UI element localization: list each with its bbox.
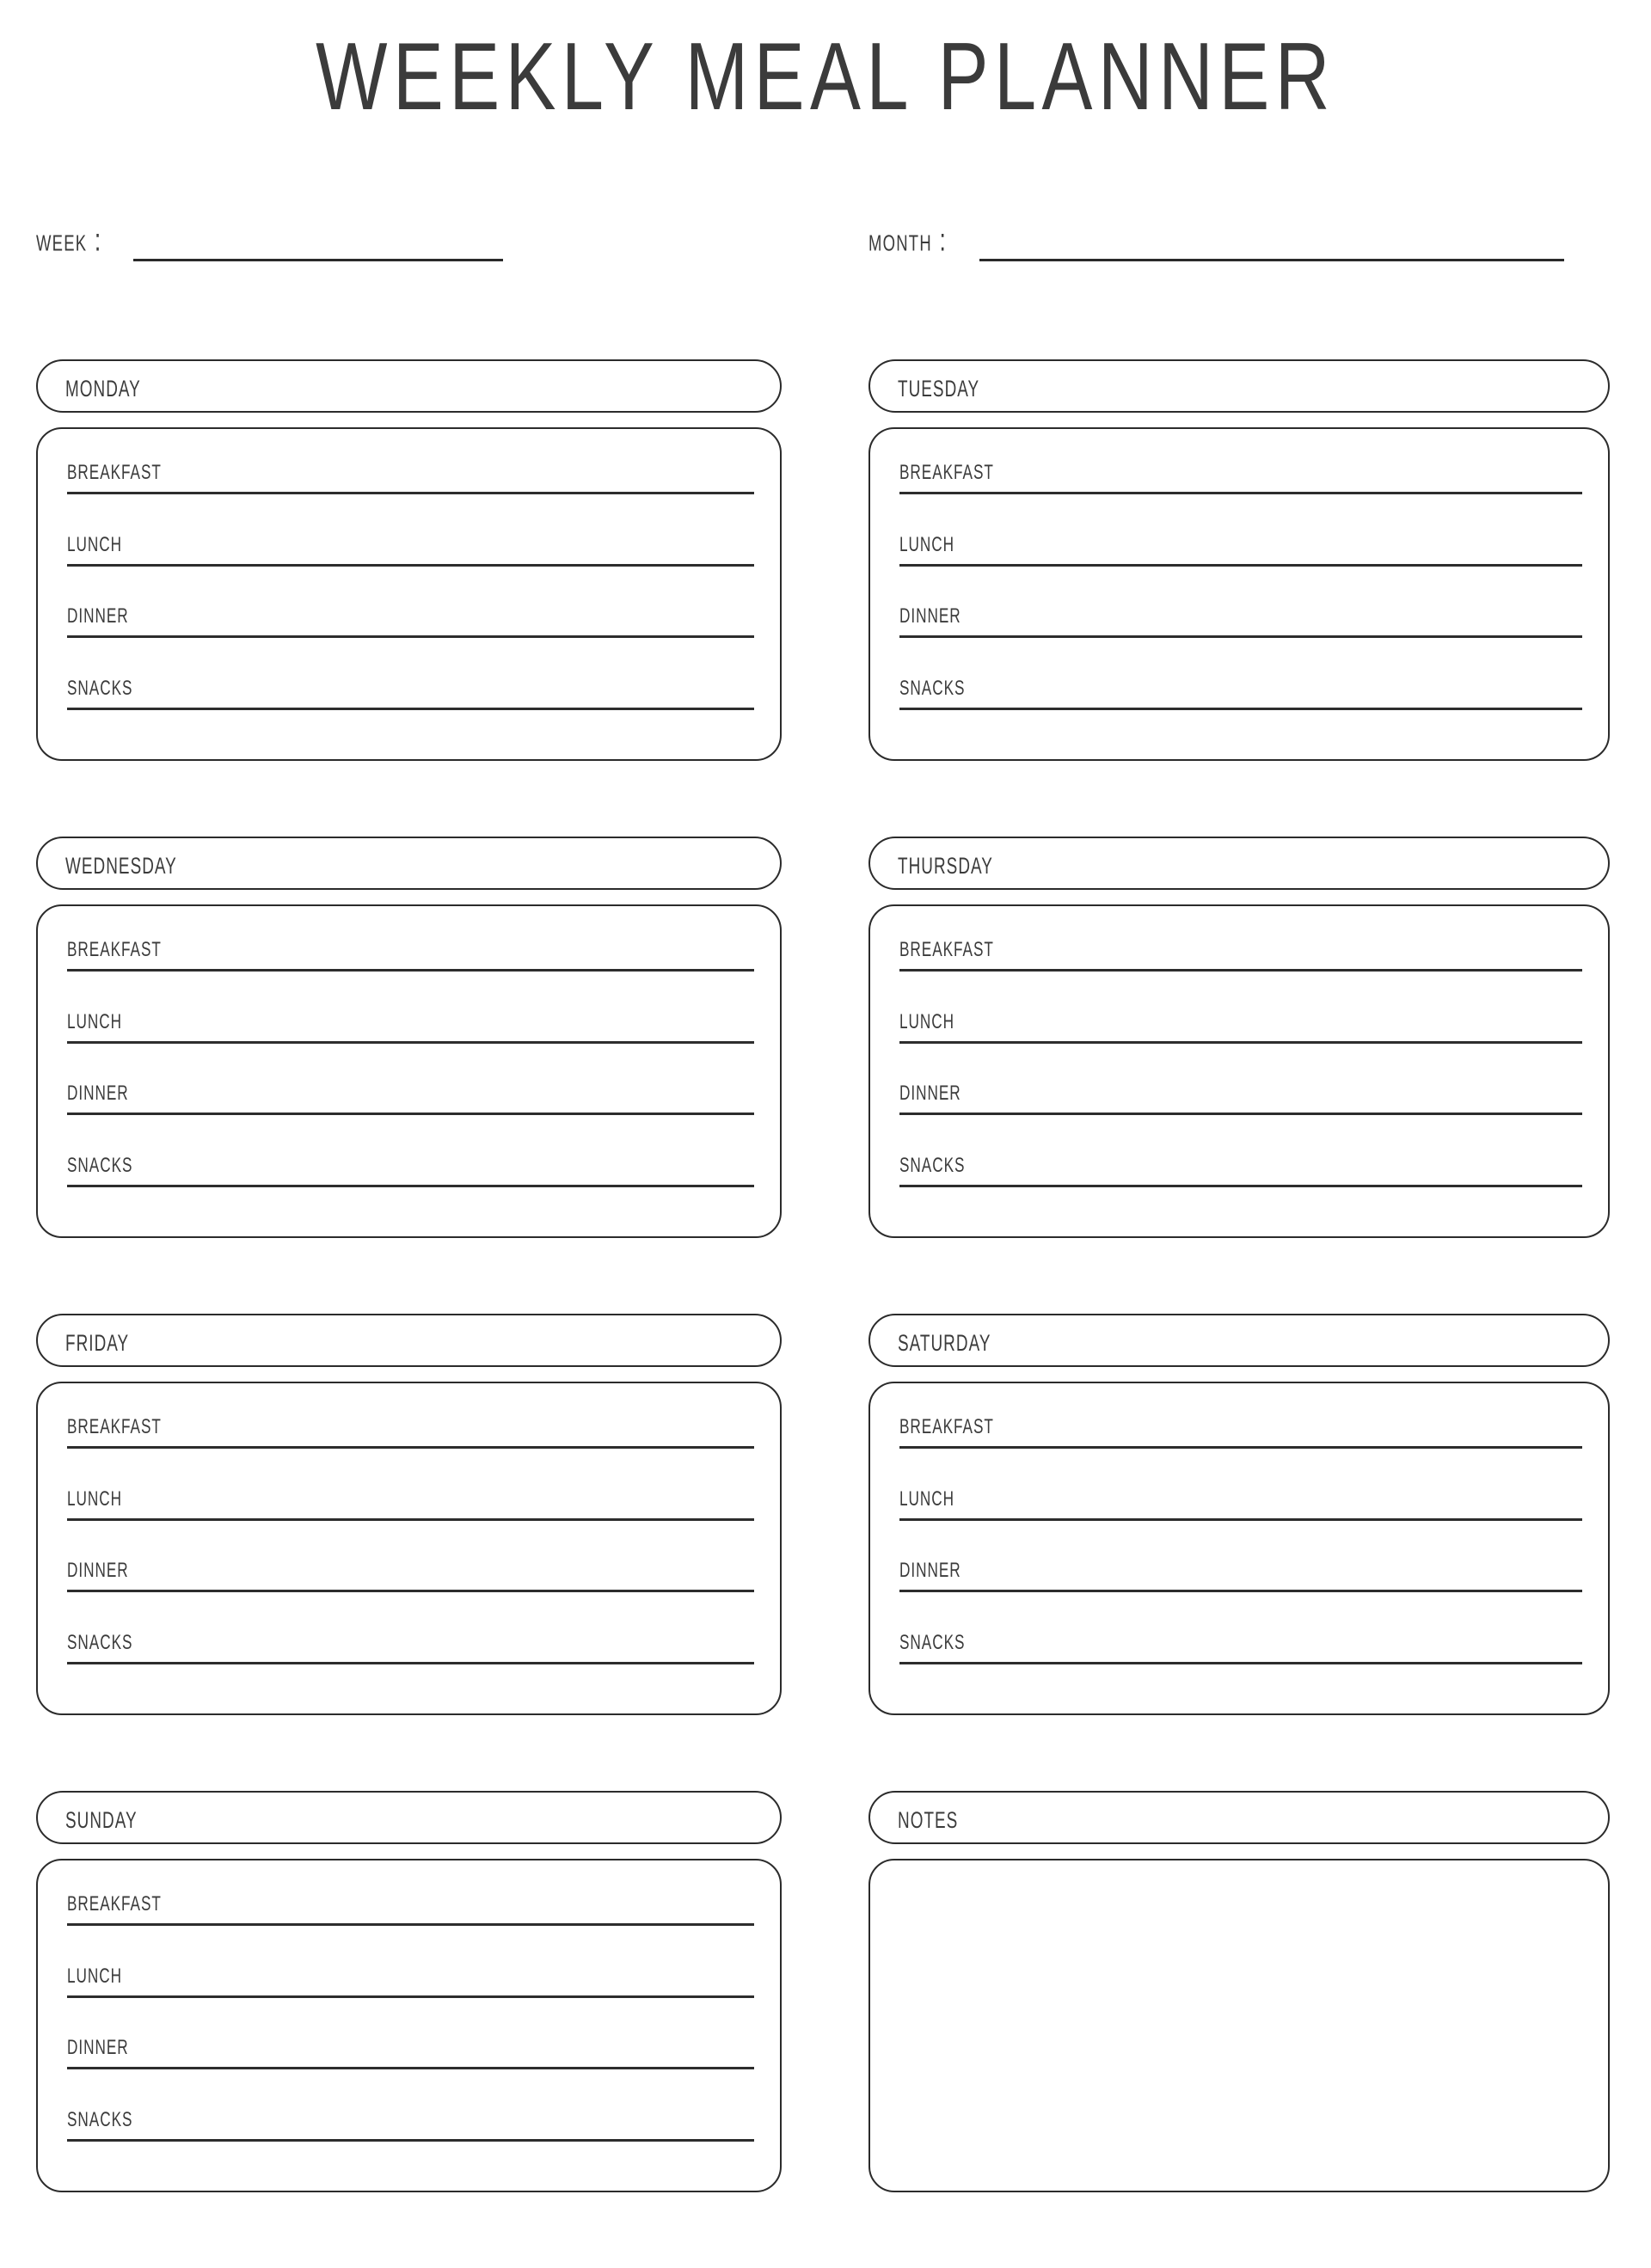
- meal-label: lunch: [67, 524, 122, 557]
- planner-row: [0, 1791, 1651, 2268]
- notes-header[interactable]: [868, 1791, 1610, 1844]
- meal-row-dinner: [899, 1074, 1582, 1146]
- meal-label: snacks: [67, 668, 133, 701]
- meal-row-dinner: [67, 2028, 754, 2100]
- meal-input-breakfast[interactable]: [67, 1446, 754, 1449]
- meal-row-snacks: [67, 669, 754, 741]
- meal-input-dinner[interactable]: [67, 1113, 754, 1115]
- day-body-tuesday: [868, 427, 1610, 761]
- day-header-label: thursday: [898, 844, 993, 881]
- day-body-thursday: [868, 904, 1610, 1238]
- day-header-label: tuesday: [898, 367, 980, 404]
- meal-label: dinner: [899, 1551, 961, 1584]
- month-label: month :: [868, 223, 948, 258]
- meal-row-snacks: [899, 1623, 1582, 1695]
- meal-label: dinner: [899, 1074, 961, 1106]
- meal-row-breakfast: [899, 1407, 1582, 1480]
- day-body-friday: [36, 1382, 782, 1715]
- meal-input-snacks[interactable]: [67, 1185, 754, 1187]
- meal-label: snacks: [899, 1145, 966, 1178]
- week-field: [36, 223, 767, 263]
- meal-label: dinner: [67, 1551, 129, 1584]
- notes-textarea[interactable]: [868, 1859, 1610, 2192]
- notes-header-label: notes: [898, 1799, 959, 1836]
- day-body-sunday: [36, 1859, 782, 2192]
- meal-input-snacks[interactable]: [67, 1662, 754, 1664]
- meal-input-lunch[interactable]: [67, 1518, 754, 1521]
- meal-row-snacks: [899, 669, 1582, 741]
- meal-label: dinner: [67, 2028, 129, 2061]
- day-header-thursday[interactable]: [868, 837, 1610, 890]
- meal-input-breakfast[interactable]: [67, 969, 754, 972]
- day-card-saturday: [868, 1314, 1610, 1715]
- meal-row-breakfast: [67, 1885, 754, 1957]
- meal-input-lunch[interactable]: [899, 564, 1582, 567]
- planner-row: [0, 1314, 1651, 1791]
- meal-input-lunch[interactable]: [899, 1518, 1582, 1521]
- meal-label: breakfast: [899, 453, 994, 486]
- meal-label: dinner: [67, 597, 129, 629]
- day-header-label: friday: [65, 1321, 130, 1358]
- day-header-label: saturday: [898, 1321, 991, 1358]
- day-body-saturday: [868, 1382, 1610, 1715]
- week-label: week :: [36, 223, 102, 258]
- meal-row-lunch: [899, 525, 1582, 598]
- meal-row-lunch: [67, 1957, 754, 2029]
- meal-input-breakfast[interactable]: [67, 492, 754, 494]
- meal-input-breakfast[interactable]: [899, 492, 1582, 494]
- meal-input-lunch[interactable]: [67, 1041, 754, 1044]
- meal-input-snacks[interactable]: [67, 2139, 754, 2142]
- day-header-saturday[interactable]: [868, 1314, 1610, 1367]
- meal-input-dinner[interactable]: [899, 635, 1582, 638]
- meal-label: breakfast: [899, 930, 994, 963]
- planner-row: [0, 837, 1651, 1314]
- meal-label: dinner: [899, 597, 961, 629]
- day-header-monday[interactable]: [36, 359, 782, 413]
- meal-label: snacks: [899, 668, 966, 701]
- meal-row-snacks: [67, 2100, 754, 2173]
- meal-row-breakfast: [67, 453, 754, 525]
- day-card-friday: [36, 1314, 782, 1715]
- day-header-tuesday[interactable]: [868, 359, 1610, 413]
- meal-input-snacks[interactable]: [899, 1185, 1582, 1187]
- day-header-label: monday: [65, 367, 141, 404]
- meal-label: breakfast: [67, 453, 162, 486]
- meta-row: [0, 223, 1651, 291]
- meal-input-lunch[interactable]: [899, 1041, 1582, 1044]
- day-header-label: sunday: [65, 1799, 138, 1836]
- meal-row-breakfast: [67, 930, 754, 1002]
- planner-grid: [0, 359, 1651, 2268]
- meal-row-breakfast: [67, 1407, 754, 1480]
- meal-input-dinner[interactable]: [899, 1113, 1582, 1115]
- meal-row-dinner: [67, 1551, 754, 1623]
- meal-input-snacks[interactable]: [899, 1662, 1582, 1664]
- day-header-sunday[interactable]: [36, 1791, 782, 1844]
- meal-row-dinner: [67, 1074, 754, 1146]
- meal-input-snacks[interactable]: [67, 708, 754, 710]
- meal-row-dinner: [67, 597, 754, 669]
- meal-row-lunch: [67, 1480, 754, 1552]
- meal-row-lunch: [67, 1002, 754, 1075]
- meal-input-breakfast[interactable]: [899, 969, 1582, 972]
- meal-input-snacks[interactable]: [899, 708, 1582, 710]
- week-input[interactable]: [133, 259, 503, 261]
- meal-row-lunch: [899, 1480, 1582, 1552]
- day-header-friday[interactable]: [36, 1314, 782, 1367]
- meal-row-lunch: [899, 1002, 1582, 1075]
- meal-label: snacks: [899, 1622, 966, 1655]
- meal-label: dinner: [67, 1074, 129, 1106]
- meal-input-dinner[interactable]: [67, 2067, 754, 2069]
- day-card-sunday: [36, 1791, 782, 2192]
- meal-label: lunch: [899, 1479, 954, 1511]
- day-card-wednesday: [36, 837, 782, 1238]
- meal-label: breakfast: [67, 1407, 162, 1440]
- day-card-thursday: [868, 837, 1610, 1238]
- day-card-monday: [36, 359, 782, 761]
- meal-row-breakfast: [899, 930, 1582, 1002]
- meal-label: lunch: [67, 1479, 122, 1511]
- meal-label: snacks: [67, 2099, 133, 2132]
- meal-row-dinner: [899, 1551, 1582, 1623]
- meal-label: lunch: [899, 1002, 954, 1034]
- meal-row-snacks: [67, 1623, 754, 1695]
- planner-row: [0, 359, 1651, 837]
- meal-label: breakfast: [67, 1885, 162, 1917]
- day-header-label: wednesday: [65, 844, 177, 881]
- meal-input-breakfast[interactable]: [899, 1446, 1582, 1449]
- meal-input-lunch[interactable]: [67, 564, 754, 567]
- meal-label: breakfast: [899, 1407, 994, 1440]
- meal-input-dinner[interactable]: [67, 635, 754, 638]
- meal-label: lunch: [67, 1956, 122, 1989]
- meal-label: breakfast: [67, 930, 162, 963]
- meal-label: lunch: [67, 1002, 122, 1034]
- day-header-wednesday[interactable]: [36, 837, 782, 890]
- notes-card: [868, 1791, 1610, 2192]
- meal-label: snacks: [67, 1145, 133, 1178]
- meal-input-dinner[interactable]: [67, 1590, 754, 1592]
- month-field: [868, 223, 1608, 263]
- meal-input-lunch[interactable]: [67, 1995, 754, 1998]
- meal-row-snacks: [67, 1146, 754, 1218]
- meal-row-snacks: [899, 1146, 1582, 1218]
- month-input[interactable]: [979, 259, 1564, 261]
- meal-label: snacks: [67, 1622, 133, 1655]
- meal-input-dinner[interactable]: [899, 1590, 1582, 1592]
- meal-row-dinner: [899, 597, 1582, 669]
- day-card-tuesday: [868, 359, 1610, 761]
- meal-row-lunch: [67, 525, 754, 598]
- day-body-monday: [36, 427, 782, 761]
- page-title: WEEKLY MEAL PLANNER: [316, 23, 1335, 131]
- meal-label: lunch: [899, 524, 954, 557]
- meal-input-breakfast[interactable]: [67, 1923, 754, 1926]
- meal-row-breakfast: [899, 453, 1582, 525]
- day-body-wednesday: [36, 904, 782, 1238]
